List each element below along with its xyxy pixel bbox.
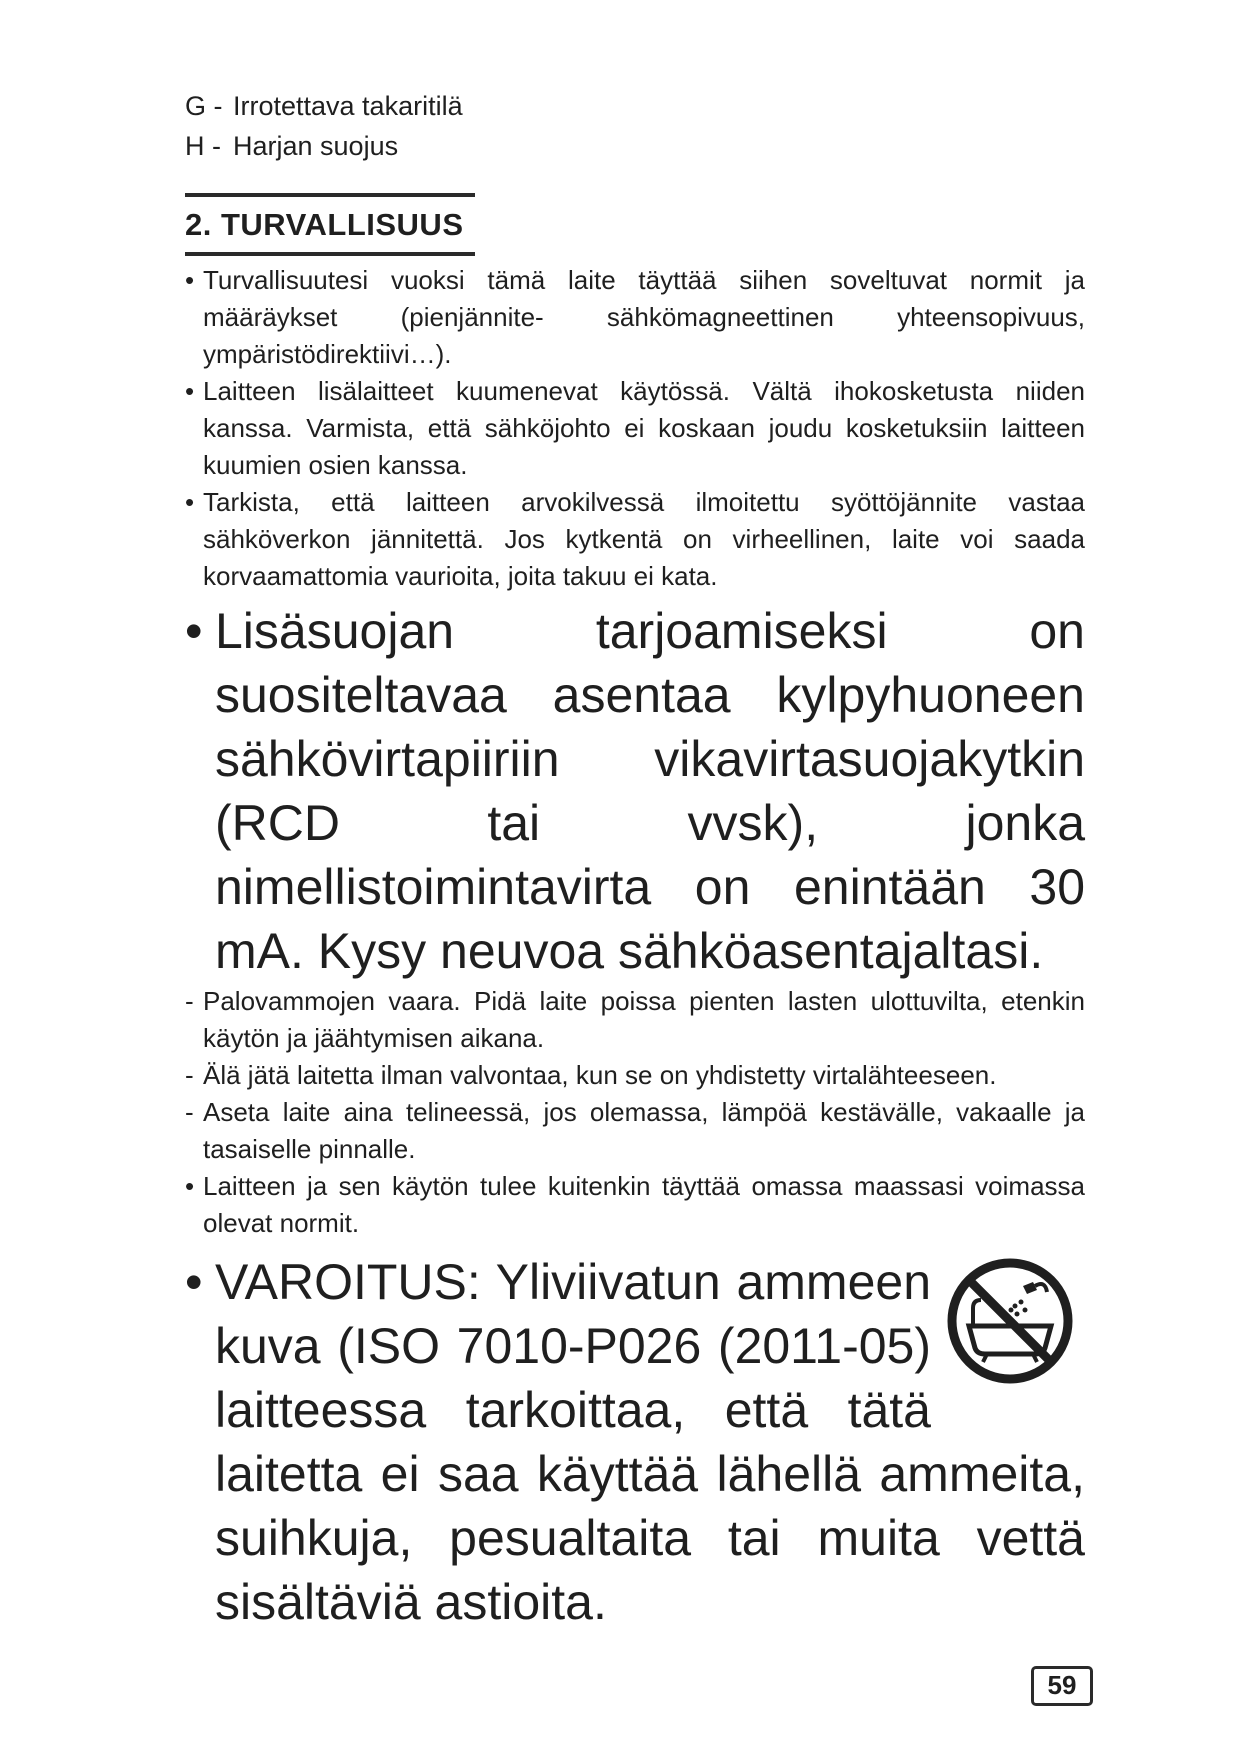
part-label: Irrotettava takaritilä [233, 91, 463, 121]
section-heading: 2. TURVALLISUUS [185, 193, 475, 256]
warning-block [185, 1250, 1085, 1634]
page-number: 59 [1031, 1666, 1093, 1706]
safety-item-text: Aseta laite aina telineessä, jos olemassa, lämpöä kestävälle, vakaalle ja tasaiselle pinnalle. [203, 1097, 1085, 1164]
safety-item-text: Laitteen lisälaitteet kuumenevat käytössä. Vältä ihokosketusta niiden kanssa. Varmista, että sähköjohto ei koskaan joudu kosketuksiin laitteen kuumien osien kanssa. [203, 376, 1085, 480]
safety-content [185, 262, 1085, 1634]
safety-item-text: Laitteen ja sen käytön tulee kuitenkin täyttää omassa maassasi voimassa olevat normit. [203, 1171, 1085, 1238]
safety-item-text: Tarkista, että laitteen arvokilvessä ilmoitettu syöttöjännite vastaa sähköverkon jännitettä. Jos kytkentä on virheellinen, laite voi saada korvaamattomia vaurioita, joita takuu ei kata. [203, 487, 1085, 591]
parts-list-item [185, 86, 463, 126]
safety-item-text: Älä jätä laitetta ilman valvontaa, kun se on yhdistetty virtalähteeseen. [203, 1060, 997, 1090]
dash-marker: - [185, 1097, 194, 1127]
bullet-marker: • [185, 265, 195, 295]
safety-item [185, 262, 1085, 373]
parts-list [185, 86, 463, 166]
safety-item [185, 1168, 1085, 1242]
safety-item [185, 1057, 1085, 1094]
safety-item [185, 983, 1085, 1057]
bullet-marker: • [185, 376, 195, 406]
bullet-marker: • [185, 1254, 203, 1310]
part-letter: H - [185, 131, 221, 161]
dash-marker: - [185, 1060, 194, 1090]
warning-item [185, 1250, 1085, 1634]
safety-item [185, 373, 1085, 484]
bullet-marker: • [185, 487, 195, 517]
rcd-notice [185, 599, 1085, 983]
rcd-notice-text: Lisäsuojan tarjoamiseksi on suositeltavaa asentaa kylpyhuoneen sähkövirtapiiriin vikavirtasuojakytkin (RCD tai vvsk), jonka nimellistoimintavirta on enintään 30 mA. Kysy neuvoa sähköasentajaltasi. [215, 603, 1085, 979]
bullet-marker: • [185, 603, 203, 659]
no-bathtub-icon [945, 1256, 1075, 1386]
dash-marker: - [185, 986, 194, 1016]
safety-item [185, 1094, 1085, 1168]
safety-item-text: Turvallisuutesi vuoksi tämä laite täyttää siihen soveltuvat normit ja määräykset (pienjännite- sähkömagneettinen yhteensopivuus, ympäristödirektiivi…). [203, 265, 1085, 369]
parts-list-item [185, 126, 463, 166]
warning-text: VAROITUS: Yliviivatun ammeen kuva (ISO 7010-P026 (2011-05) laitteessa tarkoittaa, että tätä laitetta ei saa käyttää lähellä ammeita, suihkuja, pesualtaita tai muita vettä sisältäviä astioita. [215, 1254, 1085, 1630]
part-label: Harjan suojus [233, 131, 399, 161]
bullet-marker: • [185, 1171, 195, 1201]
part-letter: G - [185, 91, 223, 121]
safety-item-text: Palovammojen vaara. Pidä laite poissa pienten lasten ulottuvilta, etenkin käytön ja jäähtymisen aikana. [203, 986, 1085, 1053]
safety-item [185, 484, 1085, 595]
